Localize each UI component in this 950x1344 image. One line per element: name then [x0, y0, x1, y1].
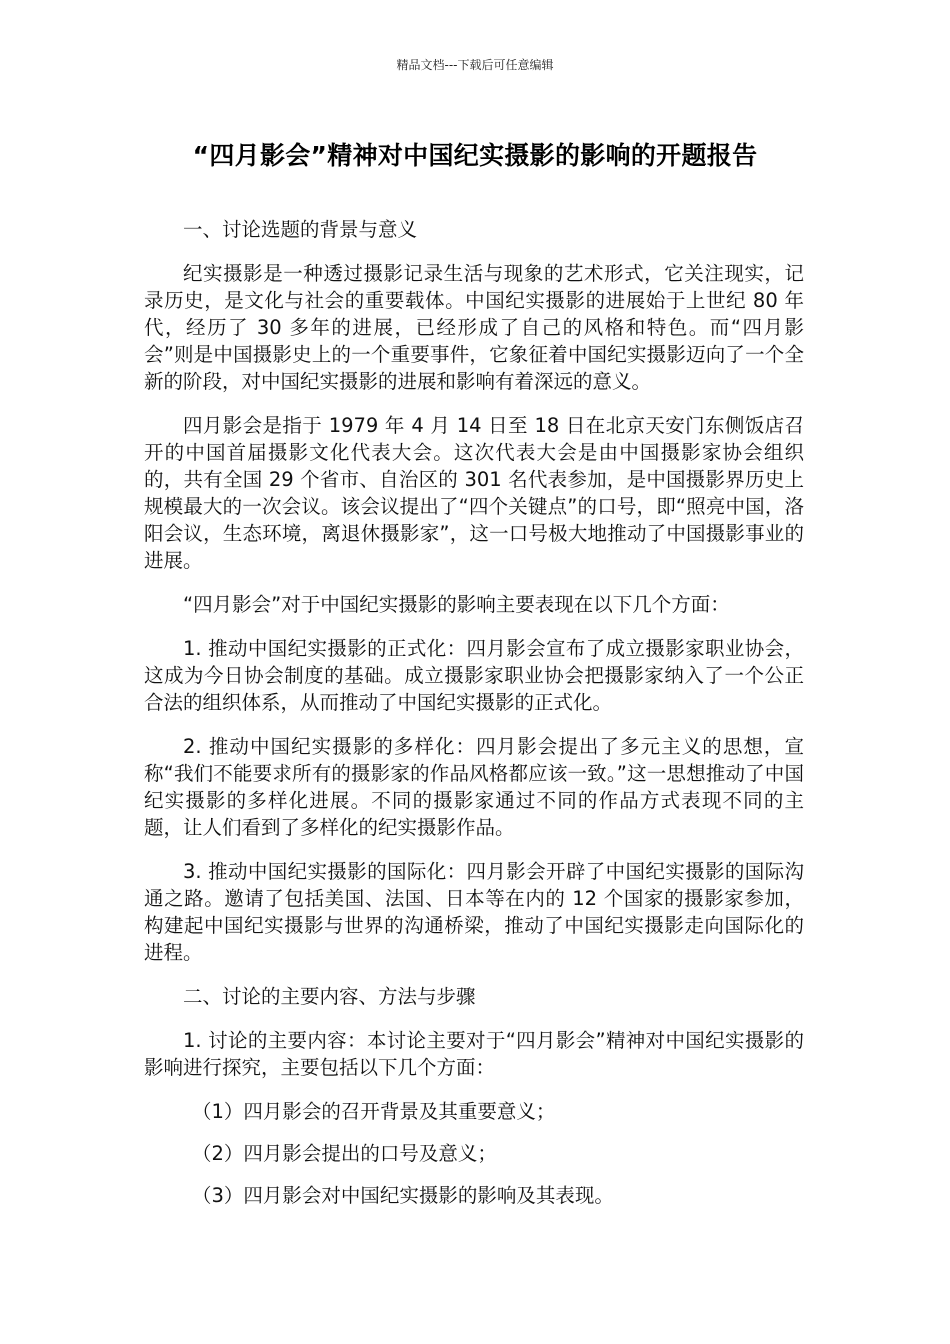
section-heading-content-methods: 二、讨论的主要内容、方法与步骤	[183, 985, 476, 1008]
page-header: 精品文档---下载后可任意编辑	[396, 58, 554, 72]
paragraph-formalization: 1. 推动中国纪实摄影的正式化：四月影会宣布了成立摄影家职业协会，这成为今日协会制度的基础。成立摄影家职业协会把摄影家纳入了一个公正合法的组织体系，从而推动了中国纪实摄影的正式化。	[144, 637, 804, 714]
list-item: （1）四月影会的召开背景及其重要意义；	[192, 1100, 556, 1123]
document-title: “四月影会”精神对中国纪实摄影的影响的开题报告	[192, 141, 758, 170]
list-item: （3）四月影会对中国纪实摄影的影响及其表现。	[192, 1184, 614, 1207]
paragraph-influence-intro: “四月影会”对于中国纪实摄影的影响主要表现在以下几个方面：	[183, 593, 730, 616]
paragraph-main-content: 1. 讨论的主要内容：本讨论主要对于“四月影会”精神对中国纪实摄影的影响进行探究，主要包括以下几个方面：	[144, 1029, 804, 1079]
section-heading-background: 一、讨论选题的背景与意义	[183, 218, 418, 241]
paragraph-documentary-intro: 纪实摄影是一种透过摄影记录生活与现象的艺术形式，它关注现实，记录历史，是文化与社会的重要载体。中国纪实摄影的进展始于上世纪 80 年代，经历了 30 多年的进展，已经形成了自己的风格和特色。而“四月影会”则是中国摄影史上的一个重要事件，它象征着中国纪实摄影迈向了一个全新的阶段，对中国纪实摄影的进展和影响有着深远的意义。	[144, 262, 804, 393]
paragraph-internationalization: 3. 推动中国纪实摄影的国际化：四月影会开辟了中国纪实摄影的国际沟通之路。邀请了包括美国、法国、日本等在内的 12 个国家的摄影家参加，构建起中国纪实摄影与世界的沟通桥梁，推动了中国纪实摄影走向国际化的进程。	[144, 860, 804, 964]
paragraph-april-meeting: 四月影会是指于 1979 年 4 月 14 日至 18 日在北京天安门东侧饭店召开的中国首届摄影文化代表大会。这次代表大会是由中国摄影家协会组织的，共有全国 29 个省市、自治区的 301 名代表参加，是中国摄影界历史上规模最大的一次会议。该会议提出了“四个关键点”的口号，即“照亮中国，洛阳会议，生态环境，离退休摄影家”，这一口号极大地推动了中国摄影事业的进展。	[144, 414, 804, 572]
paragraph-diversification: 2. 推动中国纪实摄影的多样化：四月影会提出了多元主义的思想，宣称“我们不能要求所有的摄影家的作品风格都应该一致。”这一思想推动了中国纪实摄影的多样化进展。不同的摄影家通过不同的作品方式表现不同的主题，让人们看到了多样化的纪实摄影作品。	[144, 735, 804, 839]
document-body	[144, 216, 804, 1224]
list-item: （2）四月影会提出的口号及意义；	[192, 1142, 497, 1165]
